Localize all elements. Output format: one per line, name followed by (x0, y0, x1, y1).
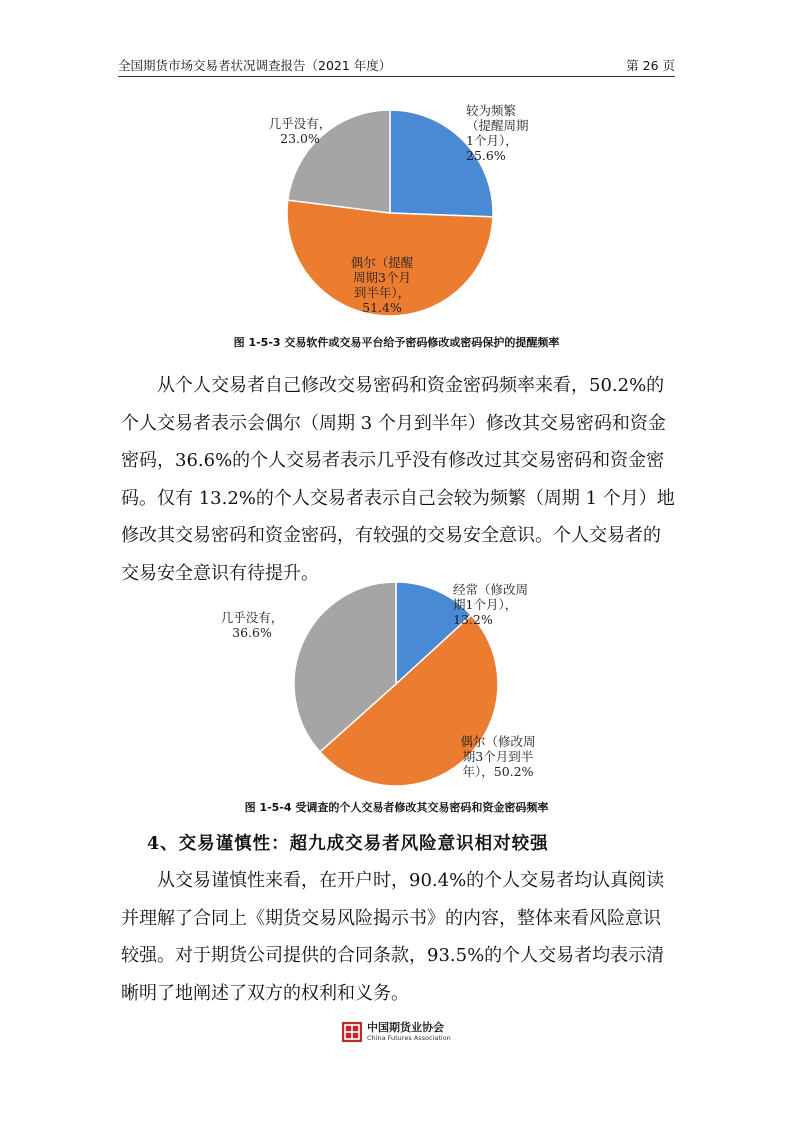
text-line: 并理解了合同上《期货交易风险揭示书》的内容，整体来看风险意识 (121, 907, 661, 929)
text-line: 个人交易者表示会偶尔（周期 3 个月到半年）修改其交易密码和资金 (121, 412, 666, 434)
pie-slice-label: 几乎没有， 23.0% (268, 116, 332, 146)
page-number: 第 26 页 (626, 58, 675, 73)
text-line: 较强。对于期货公司提供的合同条款，93.5%的个人交易者均表示清 (121, 945, 665, 967)
text-line: 码。仅有 13.2%的个人交易者表示自己会较为频繁（周期 1 个月）地 (121, 487, 675, 509)
header-rule (118, 76, 675, 77)
figure-caption-1-5-3: 图 1-5-3 交易软件或交易平台给予密码修改或密码保护的提醒频率 (233, 336, 560, 349)
text-line: 从个人交易者自己修改交易密码和资金密码频率来看，50.2%的 (121, 375, 665, 396)
pie-slice-label: 较为频繁（提醒周期 1个月）， 25.6% (466, 103, 529, 163)
paragraph-password-frequency (121, 367, 673, 593)
text-line: 密码，36.6%的个人交易者表示几乎没有修改过其交易密码和资金密 (121, 450, 665, 472)
figure-caption-1-5-4: 图 1-5-4 受调查的个人交易者修改其交易密码和资金密码频率 (244, 801, 549, 814)
pie-slice-label: 几乎没有， 36.6% (220, 610, 284, 640)
cfa-logo-mark-icon (342, 1022, 362, 1042)
paragraph-trading-prudence (121, 862, 673, 1012)
text-line: 修改其交易密码和资金密码，有较强的交易安全意识。个人交易者的 (121, 525, 661, 547)
text-line: 晰明了地阐述了双方的权利和义务。 (121, 982, 409, 1004)
pie-chart-password-change-frequency (200, 578, 600, 793)
cfa-logo (342, 1022, 451, 1042)
pie-slice-label: 经常（修改周期1个月）， 13.2% (453, 582, 529, 627)
pie-slice-label: 偶尔（提醒周期3个月到半年）， 51.4% (350, 255, 414, 315)
section-heading-4: 4、交易谨慎性：超九成交易者风险意识相对较强 (147, 834, 549, 854)
pie-chart-reminder-frequency (200, 95, 600, 325)
text-line: 交易安全意识有待提升。 (121, 562, 319, 584)
text-line: 从交易谨慎性来看，在开户时，90.4%的个人交易者均认真阅读 (121, 870, 665, 891)
logo-chinese-name: 中国期货业协会 (367, 1021, 444, 1035)
header-title: 全国期货市场交易者状况调查报告（2021 年度） (118, 58, 392, 73)
logo-english-name: China Futures Association (367, 1034, 451, 1043)
pie-slice-label: 偶尔（修改周期3个月到半年），50.2% (460, 734, 536, 779)
